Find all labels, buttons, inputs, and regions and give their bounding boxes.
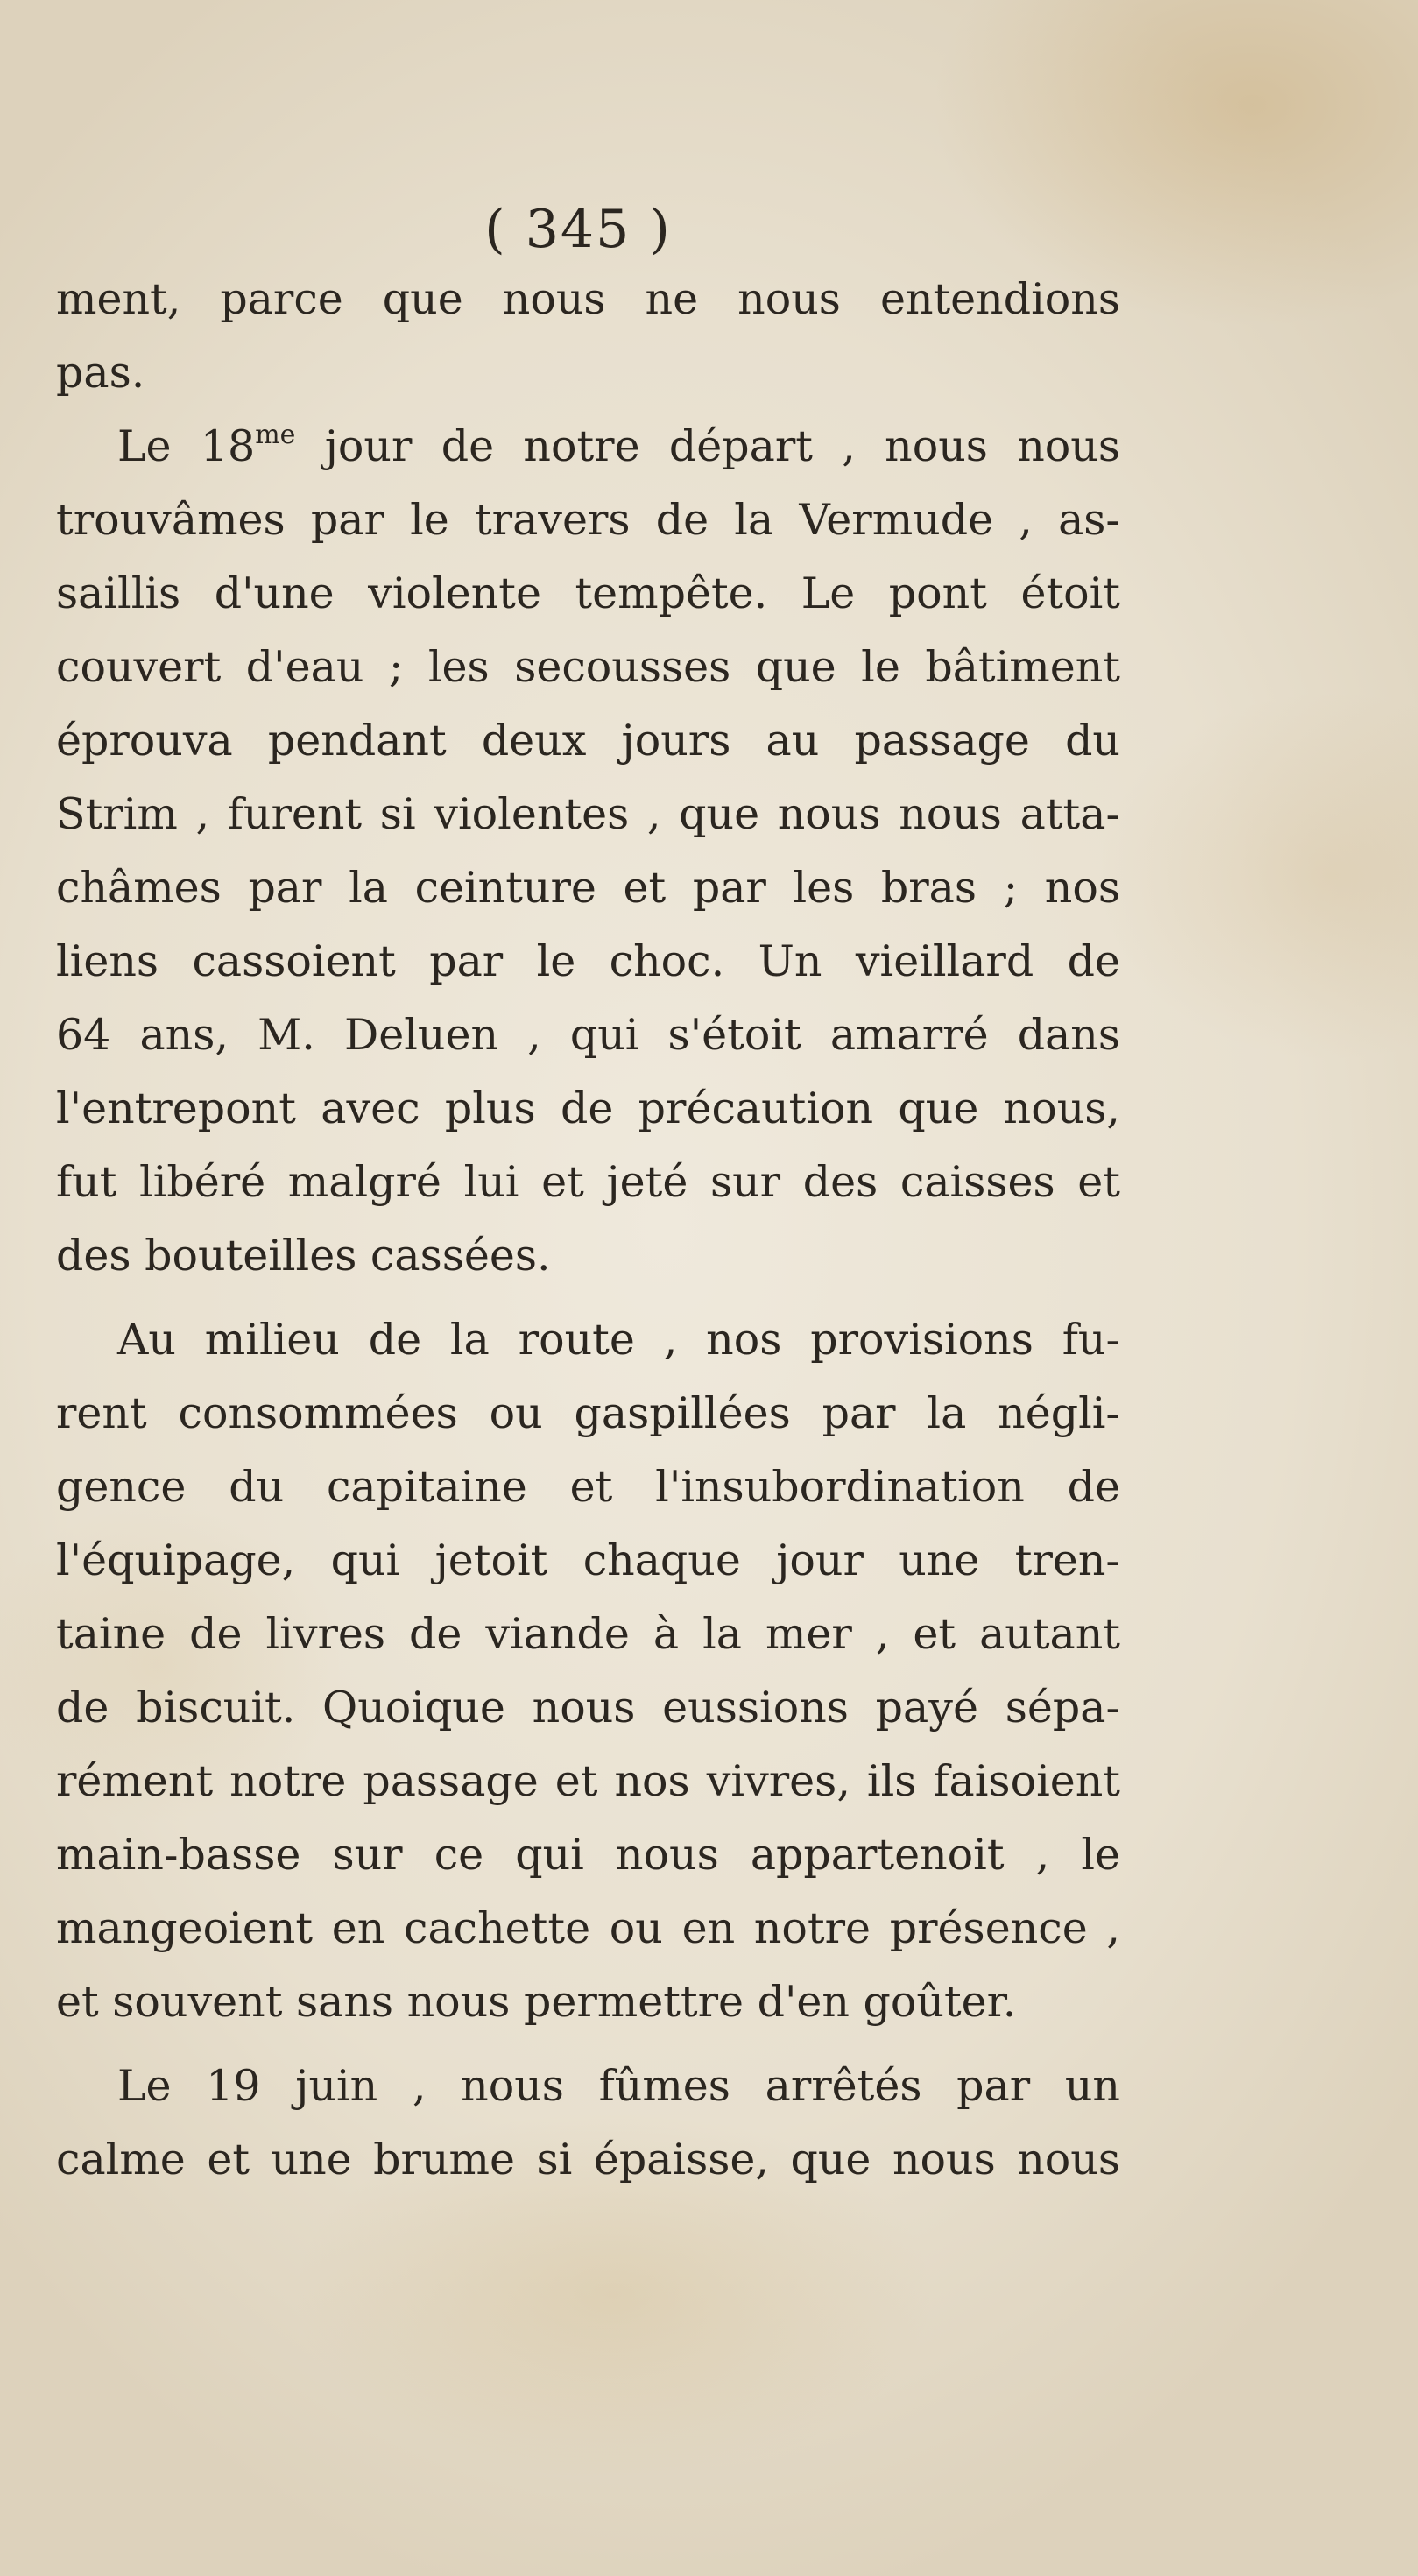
text-line: Au milieu de la route , nos provisions fu- (117, 1315, 1120, 1365)
text-line: liens cassoient par le choc. Un vieillard de (56, 936, 1120, 986)
paragraph-gap (56, 2039, 1120, 2050)
text-line: des bouteilles cassées. (56, 1231, 551, 1281)
text-line (56, 410, 1120, 483)
text-line: ment, parce que nous ne nous entendions (56, 274, 1120, 324)
text-line: l'entrepont avec plus de précaution que nous, (56, 1083, 1120, 1133)
text-line: trouvâmes par le travers de la Vermude , as- (56, 495, 1120, 545)
page-number: ( 345 ) (484, 199, 672, 260)
text-line: de biscuit. Quoique nous eussions payé sépa- (56, 1683, 1120, 1733)
text-line: 64 ans, M. Deluen , qui s'étoit amarré dans (56, 1010, 1120, 1060)
text-fragment: jour de notre départ , nous nous (295, 421, 1121, 471)
paragraph-gap (56, 1293, 1120, 1303)
text-line: rément notre passage et nos vivres, ils faisoient (56, 1756, 1120, 1806)
text-line: Le 19 juin , nous fûmes arrêtés par un (117, 2061, 1120, 2111)
text-line: pas. (56, 348, 145, 398)
text-line: taine de livres de viande à la mer , et autant (56, 1609, 1120, 1659)
paragraph (56, 2050, 1120, 2197)
text-line: rent consommées ou gaspillées par la négli- (56, 1388, 1120, 1438)
text-line: main-basse sur ce qui nous appartenoit , le (56, 1830, 1120, 1880)
text-line: châmes par la ceinture et par les bras ; nos (56, 863, 1120, 913)
paragraph (56, 263, 1120, 410)
text-line: mangeoient en cachette ou en notre présence , (56, 1903, 1120, 1953)
text-line: gence du capitaine et l'insubordination de (56, 1462, 1120, 1512)
text-line: l'équipage, qui jetoit chaque jour une tren- (56, 1535, 1120, 1585)
text-line: calme et une brume si épaisse, que nous nous (56, 2135, 1120, 2184)
paragraph (56, 1303, 1120, 2039)
text-line: couvert d'eau ; les secousses que le bâtiment (56, 642, 1120, 692)
text-line: et souvent sans nous permettre d'en goûter. (56, 1977, 1017, 2027)
text-line: Strim , furent si violentes , que nous nous atta- (56, 789, 1120, 839)
text-line: éprouva pendant deux jours au passage du (56, 716, 1120, 766)
page-body (56, 263, 1120, 2197)
text-fragment: Le 18 (117, 421, 256, 471)
text-line: saillis d'une violente tempête. Le pont étoit (56, 568, 1120, 618)
paragraph (56, 410, 1120, 1293)
superscript: me (255, 420, 296, 450)
text-line: fut libéré malgré lui et jeté sur des caisses et (56, 1157, 1120, 1207)
